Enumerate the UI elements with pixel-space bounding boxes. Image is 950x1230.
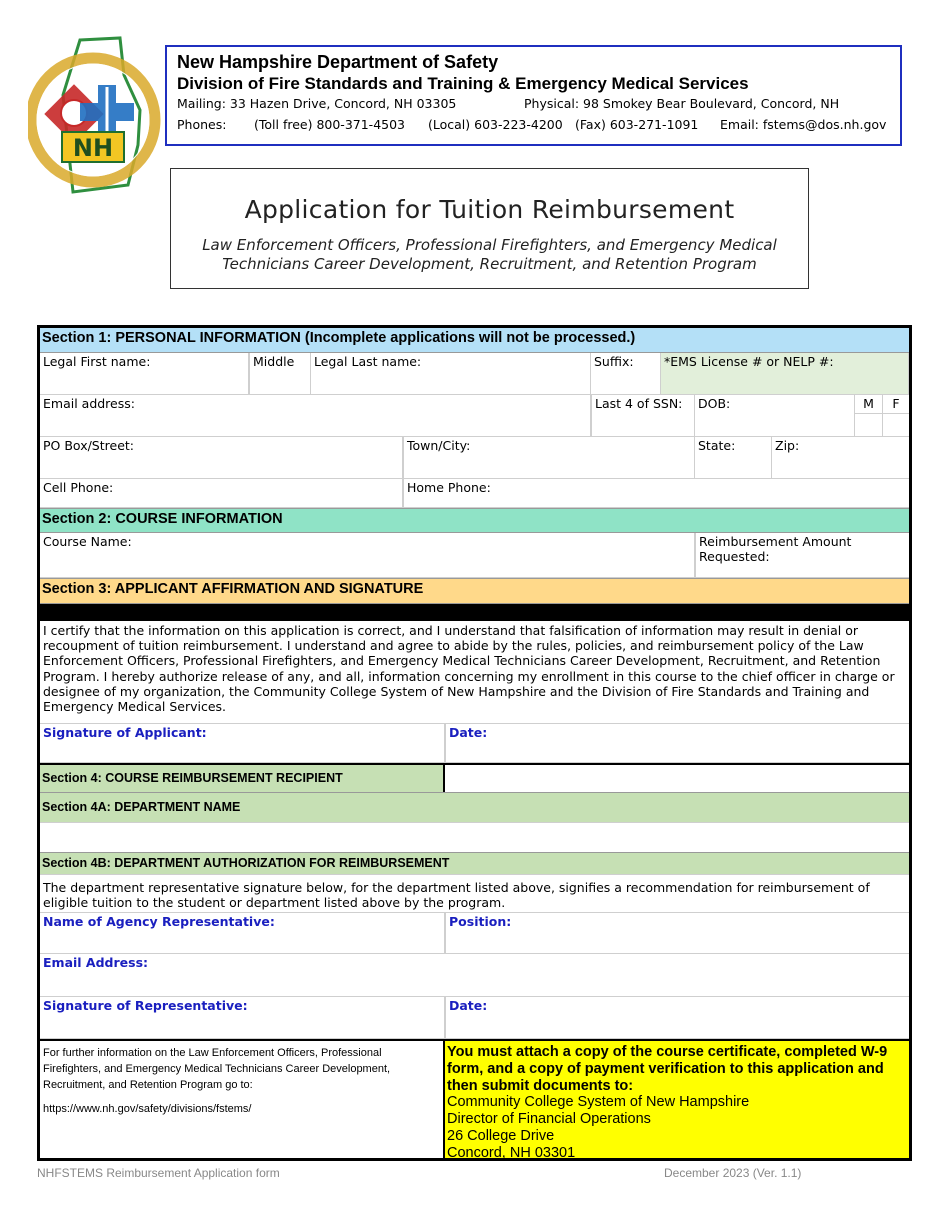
tollfree-phone: (Toll free) 800-371-4503 <box>254 117 406 132</box>
department-name-field[interactable] <box>40 822 909 852</box>
section-4a-heading: Section 4A: DEPARTMENT NAME <box>40 792 909 822</box>
nh-fstems-logo <box>28 35 163 195</box>
town-field[interactable] <box>403 437 695 479</box>
first-name-label: Legal First name: <box>43 354 151 369</box>
phones-line <box>177 115 890 136</box>
notice-address-4: Concord, NH 03301 <box>447 1144 576 1161</box>
ssn-field[interactable] <box>591 395 695 437</box>
notice-address-2: Director of Financial Operations <box>447 1111 651 1128</box>
sex-m-field[interactable] <box>855 395 883 437</box>
section-4-row <box>40 763 909 792</box>
email-field[interactable] <box>40 395 591 437</box>
department-name: New Hampshire Department of Safety <box>177 52 499 72</box>
program-info-text: For further information on the Law Enforcement Officers, Professional Firefighters, and Emergency Medical Technicians Career Development, Recruitment, and Retention Program go to: <box>43 1047 391 1091</box>
email-label: Email address: <box>43 396 135 411</box>
footer-form-name: NHFSTEMS Reimbursement Application form <box>37 1166 280 1180</box>
first-name-field[interactable] <box>40 353 249 395</box>
street-label: PO Box/Street: <box>43 438 134 453</box>
state-field[interactable] <box>695 437 772 479</box>
applicant-signature-field[interactable] <box>40 723 445 763</box>
suffix-field[interactable] <box>591 353 661 395</box>
department-header <box>165 45 902 146</box>
sex-f-label: F <box>892 396 900 411</box>
program-url[interactable]: https://www.nh.gov/safety/divisions/fstems/ <box>43 1103 252 1115</box>
rep-date-label: Date: <box>449 998 488 1013</box>
last-name-label: Legal Last name: <box>314 354 422 369</box>
applicant-signature-label: Signature of Applicant: <box>43 725 207 740</box>
agency-rep-field[interactable] <box>40 912 445 954</box>
home-phone-field[interactable] <box>403 479 909 508</box>
section-3-divider-bar <box>40 604 909 621</box>
recipient-field[interactable] <box>445 765 909 792</box>
rep-signature-label: Signature of Representative: <box>43 998 248 1013</box>
suffix-label: Suffix: <box>594 354 634 369</box>
middle-label: Middle <box>253 354 295 369</box>
last-name-field[interactable] <box>311 353 591 395</box>
form-subtitle <box>171 236 808 274</box>
home-phone-label: Home Phone: <box>407 480 491 495</box>
subtitle-line-2: Technicians Career Development, Recruitment, and Retention Program <box>222 255 757 273</box>
section-2-heading: Section 2: COURSE INFORMATION <box>40 508 909 533</box>
notice-address-3: 26 College Drive <box>447 1127 555 1144</box>
mailing-address: Mailing: 33 Hazen Drive, Concord, NH 03305 <box>177 96 457 111</box>
physical-address: Physical: 98 Smokey Bear Boulevard, Concord, NH <box>524 96 840 111</box>
phones-label: Phones: <box>177 117 227 132</box>
title-box <box>170 168 809 289</box>
applicant-date-field[interactable] <box>445 723 909 763</box>
section-4-heading: Section 4: COURSE REIMBURSEMENT RECIPIENT <box>40 765 445 792</box>
cell-phone-field[interactable] <box>40 479 403 508</box>
course-name-label: Course Name: <box>43 534 132 549</box>
amount-label-2: Requested: <box>699 549 770 564</box>
rep-email-label: Email Address: <box>43 955 149 970</box>
submission-notice <box>445 1039 909 1161</box>
notice-address-1: Community College System of New Hampshire <box>447 1094 750 1111</box>
division-name: Division of Fire Standards and Training & Emergency Medical Services <box>177 74 749 93</box>
notice-instructions: You must attach a copy of the course certificate, completed W-9 form, and a copy of payment verification to this application and then submit documents to: <box>447 1044 888 1094</box>
dob-label: DOB: <box>698 396 731 411</box>
program-info <box>40 1039 445 1158</box>
sex-m-label: M <box>863 396 874 411</box>
zip-field[interactable] <box>772 437 909 479</box>
middle-name-field[interactable] <box>249 353 311 395</box>
local-phone: (Local) 603-223-4200 <box>428 117 563 132</box>
section-3-heading: Section 3: APPLICANT AFFIRMATION AND SIGNATURE <box>40 578 909 604</box>
section-1-heading: Section 1: PERSONAL INFORMATION (Incomplete applications will not be processed.) <box>40 328 909 353</box>
sex-f-field[interactable] <box>883 395 909 437</box>
form-title: Application for Tuition Reimbursement <box>244 195 735 224</box>
applicant-date-label: Date: <box>449 725 488 740</box>
zip-label: Zip: <box>775 438 800 453</box>
footer-version: December 2023 (Ver. 1.1) <box>664 1166 802 1180</box>
ems-license-label: *EMS License # or NELP #: <box>664 354 834 369</box>
agency-rep-label: Name of Agency Representative: <box>43 914 275 929</box>
sex-divider <box>855 413 909 414</box>
course-name-field[interactable] <box>40 533 695 578</box>
affirmation-text: I certify that the information on this application is correct, and I understand that falsification of information may result in denial or recoupment of tuition reimbursement. I understand and agree to abide by the rules, policies, and reimbursement policy of the Law Enforcement Officers, Professional Firefighters, and Emergency Medical Technicians Career Development, Recruitment, and Retention Program. I hereby authorize release of any, and all, information concerning my enrollment in this course to the chief officer in charge or designee of my organization, the Community College System of New Hampshire and the Division of Fire Standards and Training and Emergency Medical Services. <box>43 623 895 715</box>
fax-number: (Fax) 603-271-1091 <box>575 117 699 132</box>
application-form <box>37 325 912 1161</box>
reimbursement-amount-field[interactable] <box>695 533 909 578</box>
state-label: State: <box>698 438 736 453</box>
rep-email-field[interactable] <box>40 954 909 997</box>
section-4b-heading: Section 4B: DEPARTMENT AUTHORIZATION FOR REIMBURSEMENT <box>40 852 909 874</box>
rep-signature-field[interactable] <box>40 997 445 1039</box>
subtitle-line-1: Law Enforcement Officers, Professional Firefighters, and Emergency Medical <box>202 236 777 254</box>
street-field[interactable] <box>40 437 403 479</box>
ssn-label: Last 4 of SSN: <box>595 396 683 411</box>
authorization-text: The department representative signature below, for the department listed above, signifies a recommendation for reimbursement of eligible tuition to the student or department listed above by the program. <box>40 874 909 912</box>
dob-field[interactable] <box>695 395 855 437</box>
rep-date-field[interactable] <box>445 997 909 1039</box>
position-label: Position: <box>449 914 512 929</box>
address-line <box>177 94 890 115</box>
cell-phone-label: Cell Phone: <box>43 480 114 495</box>
amount-label-1: Reimbursement Amount <box>699 534 852 549</box>
contact-email: Email: fstems@dos.nh.gov <box>720 117 887 132</box>
town-label: Town/City: <box>407 438 471 453</box>
logo-nh-text: NH <box>72 134 114 162</box>
position-field[interactable] <box>445 912 909 954</box>
ems-license-field[interactable] <box>661 353 909 395</box>
